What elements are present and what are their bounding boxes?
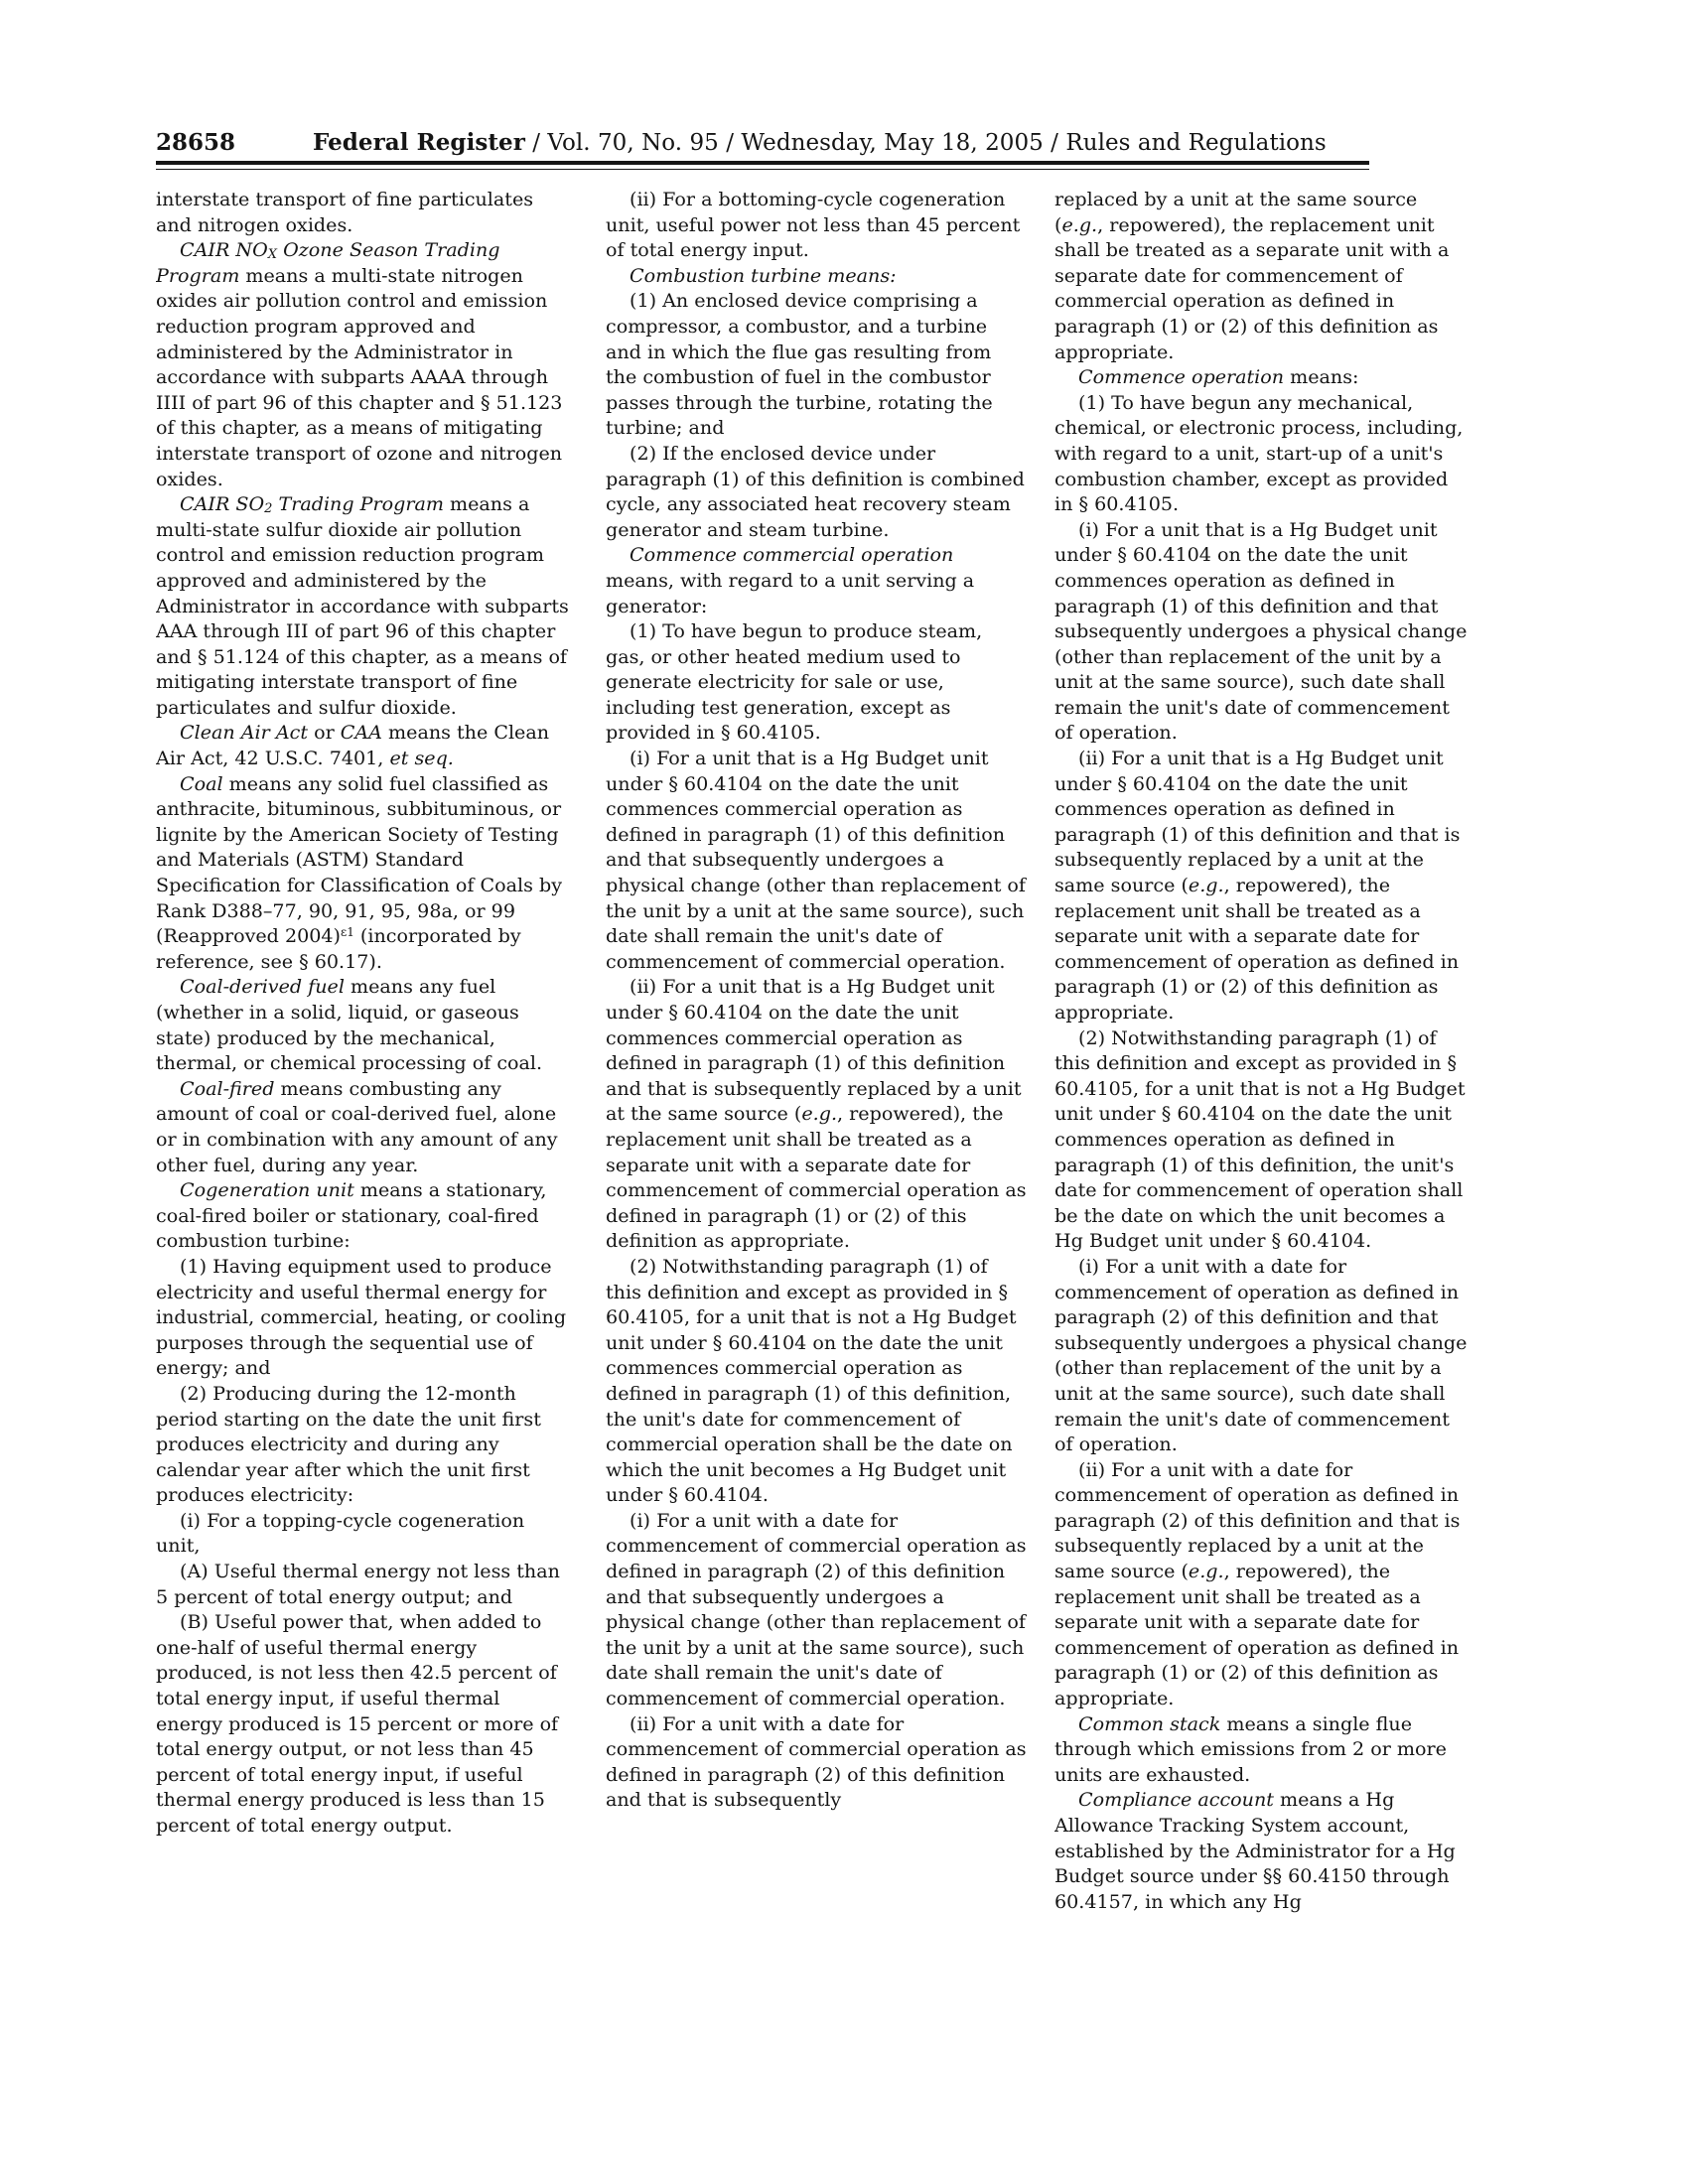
body-text: or (308, 721, 341, 745)
paragraph (1054, 746, 1470, 1025)
paragraph (606, 542, 1027, 618)
paragraph (606, 974, 1027, 1254)
paragraph (156, 1254, 571, 1381)
body-text: (B) Useful power that, when added to one-half of useful thermal energy produced, is not less then 42.5 percent of total energy input, if useful thermal energy produced is 15 percent or more of total energy output, or not less than 45 percent of total energy input, if useful thermal energy produced is less than 15 percent of total energy output. (156, 1610, 559, 1837)
paragraph (156, 491, 571, 720)
defined-term-text: e.g. (801, 1102, 838, 1126)
defined-term-text: Cogeneration unit (180, 1178, 354, 1202)
body-text: (i) For a unit with a date for commencement of commercial operation as defined in paragraph (2) of this definition and that subsequently undergoes a physical change (other than replacement of the unit by a unit at the same source), such date shall remain the unit's date of commencement of commercial operation. (606, 1508, 1027, 1710)
body-text: , repowered), the replacement unit shall be treated as a separate unit with a separate date for commencement of operation as defined in paragraph (1) or (2) of this definition as appropriate. (1054, 1560, 1460, 1710)
body-text: (i) For a unit that is a Hg Budget unit under § 60.4104 on the date the unit commences commercial operation as defined in paragraph (1) of this definition and that subsequently undergoes a physical change (other than replacement of the unit by a unit at the same source), such date shall remain the unit's date of commencement of commercial operation. (606, 747, 1026, 973)
body-text: (1) Having equipment used to produce electricity and useful thermal energy for industrial, commercial, heating, or cooling purposes through the sequential use of energy; and (156, 1254, 567, 1380)
body-text: (ii) For a unit that is a Hg Budget unit under § 60.4104 on the date the unit commences commercial operation as defined in paragraph (1) of this definition and that is subsequently replaced by a unit at the same source ( (606, 975, 1022, 1126)
body-text: (i) For a topping-cycle cogeneration unit, (156, 1508, 525, 1558)
body-text: (ii) For a unit with a date for commencement of operation as defined in paragraph (2) of this definition and that is subsequently replaced by a unit at the same source ( (1054, 1457, 1461, 1583)
body-text: (1) To have begun any mechanical, chemical, or electronic process, including, with regard to a unit, start-up of a unit's combustion chamber, except as provided in § 60.4105. (1054, 390, 1464, 516)
defined-term-text: Clean Air Act (180, 721, 309, 745)
defined-term-text: Combustion turbine means: (630, 263, 897, 287)
page-header (156, 126, 1367, 160)
defined-term-text: et seq. (389, 747, 454, 770)
defined-term-text: e.g. (1188, 1560, 1224, 1583)
body-text: (ii) For a unit with a date for commencement of commercial operation as defined in paragraph (2) of this definition and that is subsequently (606, 1711, 1027, 1812)
page-number: 28658 (156, 129, 236, 156)
body-text: means any fuel (whether in a solid, liquid, or gaseous state) produced by the mechanical, thermal, or chemical processing of coal. (156, 975, 543, 1075)
defined-term-text: Common stack (1078, 1711, 1221, 1735)
body-text: (i) For a unit that is a Hg Budget unit under § 60.4104 on the date the unit commences operation as defined in paragraph (1) of this definition and that subsequently undergoes a physical change (other than replacement of the unit by a unit at the same source), such date shall remain the unit's date of commencement of operation. (1054, 517, 1468, 745)
body-text: (ii) For a bottoming-cycle cogeneration unit, useful power not less than 45 percent of total energy input. (606, 188, 1021, 262)
paragraph (156, 1609, 571, 1838)
paragraph (606, 263, 1027, 289)
defined-term-text: Commence operation (1078, 365, 1285, 389)
body-text: means a Hg Allowance Tracking System account, established by the Administrator for a Hg Budget source under §§ 60.4150 through 60.4157, in which any Hg (1054, 1788, 1456, 1913)
paragraph (606, 1711, 1027, 1813)
paragraph (156, 1177, 571, 1254)
paragraph (1054, 517, 1470, 746)
defined-term-text: e.g. (1061, 212, 1098, 236)
publication-name: Federal Register (313, 129, 525, 156)
defined-term-text: CAIR SO (180, 492, 265, 516)
paragraph (156, 1381, 571, 1508)
defined-term-text: Compliance account (1078, 1788, 1274, 1812)
paragraph (606, 441, 1027, 542)
body-text: means, with regard to a unit serving a generator: (606, 568, 975, 617)
body-text: replaced by a unit at the same source ( (1054, 188, 1418, 236)
body-text: means any solid fuel classified as anthracite, bituminous, subbituminous, or lignite by the American Society of Testing and Materials (ASTM) Standard Specification for Classification of Coals by Rank D388–77, 90, 91, 95, 98a, or 99 (Reapproved 2004) (156, 771, 562, 948)
paragraph (1054, 364, 1470, 390)
paragraph (606, 187, 1027, 263)
body-text: (A) Useful thermal energy not less than 5 percent of total energy output; and (156, 1560, 560, 1608)
paragraph (606, 746, 1027, 974)
body-text: , repowered), the replacement unit shall be treated as a separate unit with a separate date for commencement of operation as defined in paragraph (1) or (2) of this definition as appropriate. (1054, 874, 1460, 1024)
defined-term-text: Ozone Season Trading Program (156, 238, 500, 287)
defined-term-text: CAA (340, 721, 382, 745)
paragraph (156, 237, 571, 491)
defined-term-text: X (267, 247, 278, 263)
paragraph (606, 1254, 1027, 1508)
paragraph (1054, 1711, 1470, 1788)
body-text: means combusting any amount of coal or coal-derived fuel, alone or in combination with any amount of any other fuel, during any year. (156, 1076, 558, 1176)
paragraph (156, 974, 571, 1075)
volume-info: / Vol. 70, No. 95 / Wednesday, May 18, 2005 / Rules and Regulations (524, 130, 1327, 156)
body-text: ε1 (341, 925, 354, 940)
body-text: (2) Notwithstanding paragraph (1) of this definition and except as provided in § 60.4105, for a unit that is not a Hg Budget unit under § 60.4104 on the date the unit commences commercial operation as defined in paragraph (1) of this definition, the unit's date for commencement of commercial operation shall be the date on which the unit becomes a Hg Budget unit under § 60.4104. (606, 1254, 1017, 1507)
defined-term-text: Coal-fired (180, 1076, 275, 1100)
body-text: (2) Producing during the 12-month period starting on the date the unit first produces electricity and during any calendar year after which the unit first produces electricity: (156, 1381, 541, 1507)
body-text: interstate transport of fine particulates and nitrogen oxides. (156, 188, 534, 236)
defined-term-text: Commence commercial operation (630, 543, 954, 567)
defined-term-text: e.g. (1188, 874, 1224, 897)
body-text: means a single flue through which emissions from 2 or more units are exhausted. (1054, 1711, 1447, 1786)
body-text: means a multi-state nitrogen oxides air pollution control and emission reduction program approved and administered by the Administrator in accordance with subparts AAAA through IIII of part 96 of this chapter and § 51.123 of this chapter, as a means of mitigating interstate transport of ozone and nitrogen oxides. (156, 263, 563, 490)
paragraph (606, 288, 1027, 441)
body-text: means a multi-state sulfur dioxide air pollution control and emission reduction program approved and administered by the Administrator in accordance with subparts AAA through III of part 96 of this chapter and § 51.124 of this chapter, as a means of mitigating interstate transport of fine particulates and sulfur dioxide. (156, 492, 569, 719)
paragraph (156, 187, 571, 237)
body-text: (1) To have begun to produce steam, gas, or other heated medium used to generate electricity for sale or use, including test generation, except as provided in § 60.4105. (606, 619, 983, 745)
defined-term-text: 2 (264, 501, 273, 517)
defined-term-text: Trading Program (272, 492, 444, 516)
header-rule-thick (156, 161, 1369, 165)
defined-term-text: CAIR NO (180, 238, 268, 262)
body-text: , repowered), the replacement unit shall be treated as a separate unit with a separate date for commencement of commercial operation as defined in paragraph (1) or (2) of this definition as appropriate. (606, 1102, 1027, 1253)
defined-term-text: Coal (180, 771, 223, 795)
text-column-1 (156, 187, 571, 1974)
body-text: (2) Notwithstanding paragraph (1) of this definition and except as provided in § 60.4105, for a unit that is not a Hg Budget unit under § 60.4104 on the date the unit commences operation as defined in paragraph (1) of this definition, the unit's date for commencement of operation shall be the date on which the unit becomes a Hg Budget unit under § 60.4104. (1054, 1025, 1466, 1253)
defined-term-text: Coal-derived fuel (180, 975, 345, 999)
body-text: means the Clean Air Act, 42 U.S.C. 7401, (156, 721, 550, 770)
paragraph (606, 618, 1027, 746)
text-column-3 (1054, 187, 1470, 1974)
running-title (313, 128, 1327, 158)
body-text: (1) An enclosed device comprising a compressor, a combustor, and a turbine and in which the flue gas resulting from the combustion of fuel in the combustor passes through the turbine, rotating the turbine; and (606, 289, 993, 440)
body-text: (2) If the enclosed device under paragraph (1) of this definition is combined cycle, any associated heat recovery steam generator and steam turbine. (606, 441, 1025, 541)
paragraph (156, 1076, 571, 1177)
paragraph (1054, 1254, 1470, 1457)
body-text: (i) For a unit with a date for commencement of operation as defined in paragraph (2) of this definition and that subsequently undergoes a physical change (other than replacement of the unit by a unit at the same source), such date shall remain the unit's date of commencement of operation. (1054, 1254, 1468, 1456)
header-rule-thin (156, 169, 1369, 170)
paragraph (1054, 1457, 1470, 1711)
body-text: (incorporated by reference, see § 60.17). (156, 924, 521, 973)
body-text: , repowered), the replacement unit shall be treated as a separate unit with a separate date for commencement of commercial operation as defined in paragraph (1) or (2) of this definition as appropriate. (1054, 212, 1450, 363)
paragraph (156, 1508, 571, 1559)
paragraph (1054, 1787, 1470, 1914)
body-text: means a stationary, coal-fired boiler or stationary, coal-fired combustion turbine: (156, 1178, 547, 1253)
body-text: means: (1284, 365, 1359, 389)
paragraph (156, 1559, 571, 1609)
paragraph (606, 1508, 1027, 1711)
paragraph (1054, 390, 1470, 517)
paragraph (1054, 1025, 1470, 1254)
paragraph (156, 771, 571, 975)
paragraph (1054, 187, 1470, 364)
paragraph (156, 720, 571, 770)
text-column-2 (606, 187, 1027, 1974)
body-text: (ii) For a unit that is a Hg Budget unit under § 60.4104 on the date the unit commences operation as defined in paragraph (1) of this definition and that is subsequently replaced by a unit at the same source ( (1054, 747, 1461, 897)
